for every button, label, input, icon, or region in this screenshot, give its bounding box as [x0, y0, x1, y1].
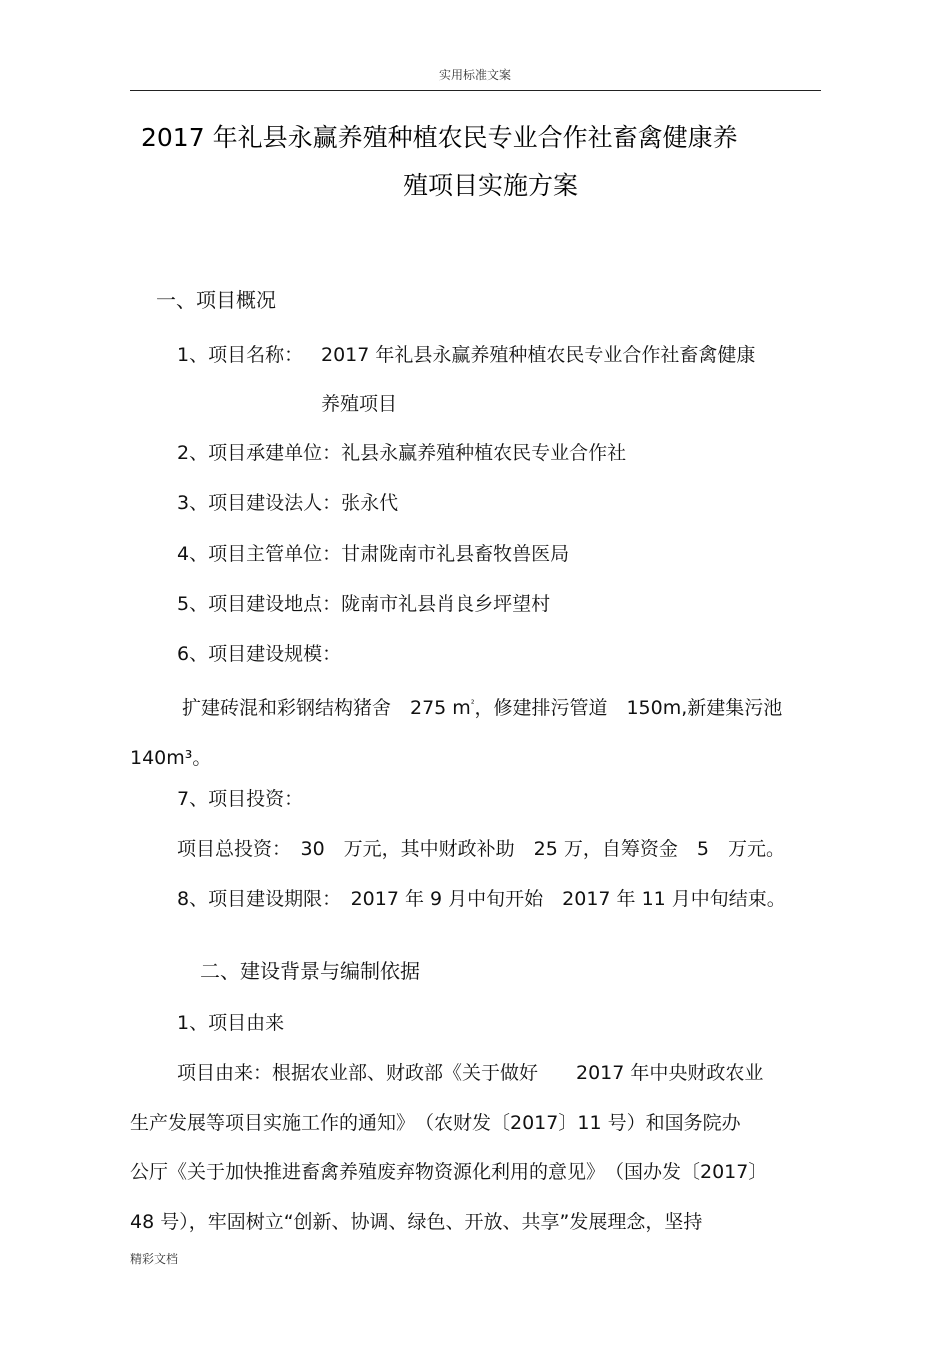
- para-line4: 48 号），牢固树立“创新、协调、绿色、开放、共享”发展理念，坚持: [130, 1211, 703, 1233]
- scale-part2: ，修建排污管道 150m,新建集污池: [474, 697, 783, 719]
- item1-value-line2: 养殖项目: [321, 393, 398, 415]
- item4: 4、项目主管单位：甘肃陇南市礼县畜牧兽医局: [177, 543, 570, 565]
- item8: 8、项目建设期限： 2017 年 9 月中旬开始 2017 年 11 月中旬结束。: [177, 888, 786, 910]
- scale-sup: ²: [470, 699, 475, 710]
- item1-value-line1: 2017 年礼县永赢养殖种植农民专业合作社畜禽健康: [321, 344, 756, 366]
- investment-detail: 项目总投资： 30 万元，其中财政补助 25 万，自筹资金 5 万元。: [177, 838, 785, 860]
- section2-sub1: 1、项目由来: [177, 1012, 285, 1034]
- page-header: 实用标准文案: [438, 68, 511, 82]
- para-line1: 项目由来：根据农业部、财政部《关于做好 2017 年中央财政农业: [177, 1062, 764, 1084]
- document-title-line1: 2017 年礼县永赢养殖种植农民专业合作社畜禽健康养: [141, 123, 738, 152]
- scale-line1: [182, 693, 782, 720]
- header-rule: [130, 90, 821, 91]
- para-line2: 生产发展等项目实施工作的通知》 （农财发〔2017〕11 号）和国务院办: [130, 1112, 741, 1134]
- item1-label: 1、项目名称：: [177, 344, 304, 366]
- item7: 7、项目投资：: [177, 788, 304, 810]
- document-title-line2: 殖项目实施方案: [403, 171, 579, 200]
- section1-heading: 一、项目概况: [156, 288, 276, 312]
- item2: 2、项目承建单位：礼县永赢养殖种植农民专业合作社: [177, 442, 627, 464]
- scale-line2: 140m³。: [130, 747, 212, 769]
- item3: 3、项目建设法人：张永代: [177, 492, 399, 514]
- scale-part1: 扩建砖混和彩钢结构猪舍 275 m: [182, 697, 471, 719]
- section2-heading: 二、建设背景与编制依据: [200, 959, 420, 983]
- item6: 6、项目建设规模：: [177, 643, 342, 665]
- page-footer: 精彩文档: [130, 1252, 179, 1266]
- item5: 5、项目建设地点：陇南市礼县肖良乡坪望村: [177, 593, 551, 615]
- para-line3: 公厅《关于加快推进畜禽养殖废弃物资源化利用的意见》 （国办发〔2017〕: [130, 1161, 768, 1183]
